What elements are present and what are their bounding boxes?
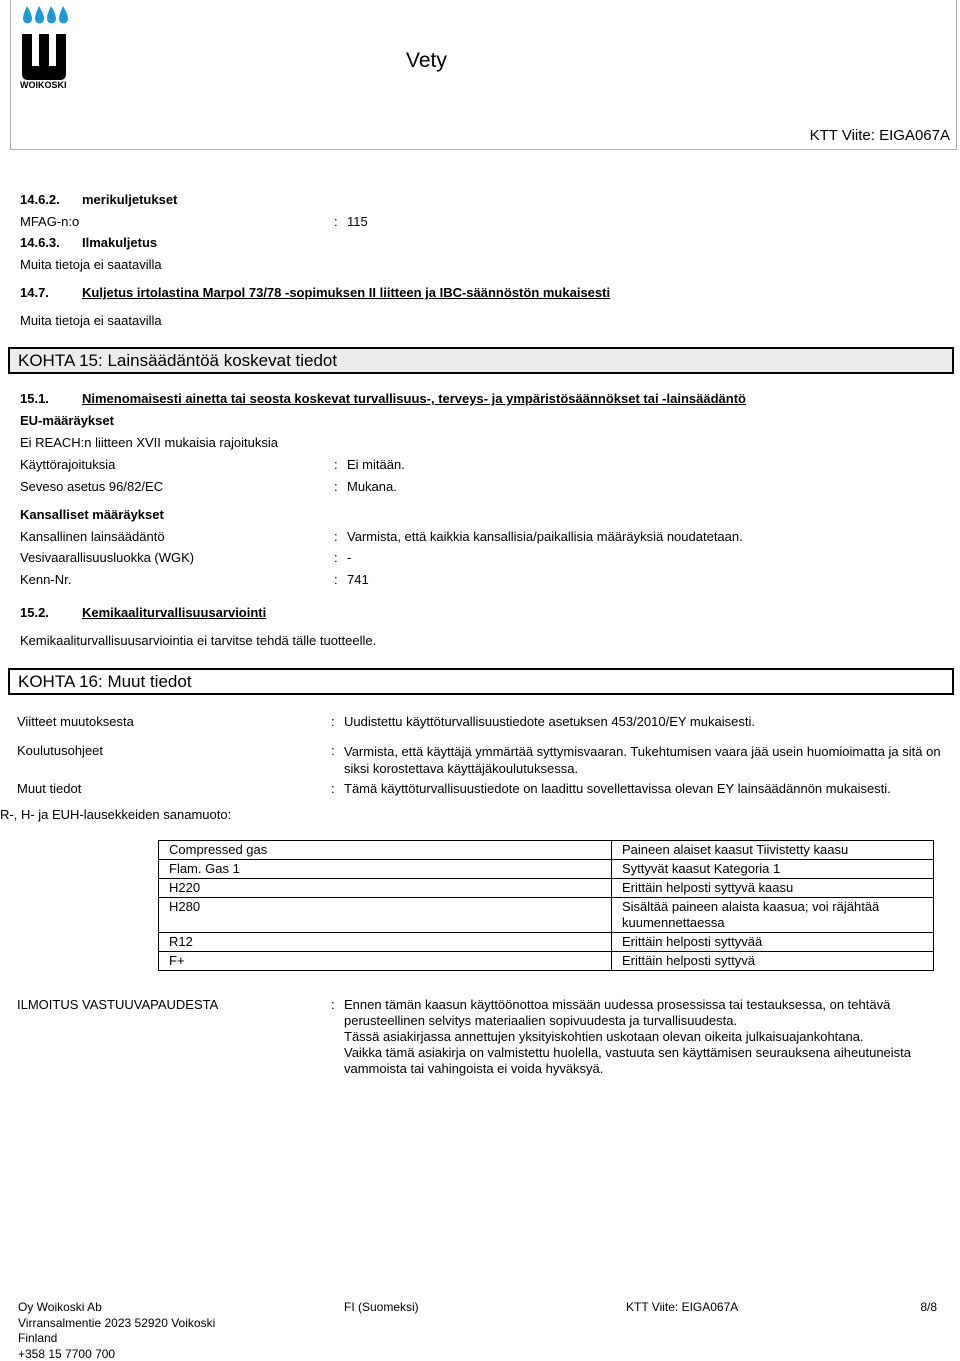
phrase-code: R12 [159,933,612,952]
phrase-code: H220 [159,879,612,898]
logo-text: WOIKOSKI [20,80,67,90]
subsection-title: Ilmakuljetus [82,235,158,250]
section-15-heading: KOHTA 15: Lainsäädäntöä koskevat tiedot [8,347,954,374]
phrase-text: Erittäin helposti syttyvä [612,952,934,971]
field-label: Vesivaarallisuusluokka (WGK) [20,550,195,565]
product-name: Vety [406,49,447,72]
colon: : [334,457,338,472]
eu-heading: EU-määräykset [20,413,114,428]
paragraph: Kemikaaliturvallisuusarviointia ei tarvitse tehdä tälle tuotteelle. [20,633,377,648]
phrase-code: H280 [159,898,612,933]
subsection-title: Kemikaaliturvallisuusarviointi [82,605,267,620]
colon: : [331,997,335,1012]
table-row [159,898,934,933]
phrase-text: Erittäin helposti syttyvää [612,933,934,952]
phrase-code: Flam. Gas 1 [159,860,612,879]
paragraph: Muita tietoja ei saatavilla [20,313,162,328]
footer-language: FI (Suomeksi) [344,1300,419,1314]
footer-address: Virransalmentie 2023 52920 Voikoski [18,1316,216,1330]
header-ref: KTT Viite: EIGA067A [809,127,950,144]
colon: : [334,529,338,544]
colon: : [334,550,338,565]
field-label: Seveso asetus 96/82/EC [20,479,164,494]
field-label: Muut tiedot [17,781,82,796]
field-label: Koulutusohjeet [17,743,104,758]
field-value: Tämä käyttöturvallisuustiedote on laadittu sovellettavissa olevan EY lainsäädännön mukaisesti. [344,781,891,796]
colon: : [334,479,338,494]
colon: : [331,781,335,796]
phrase-text: Paineen alaiset kaasut Tiivistetty kaasu [612,841,934,860]
field-label: Viitteet muutoksesta [17,714,134,729]
table-row [159,933,934,952]
field-value: Varmista, että käyttäjä ymmärtää syttymisvaaran. Tukehtumisen vaara jää usein huomioimatta ja sitä on siksi korostettava käyttäjäkoulutuksessa. [344,744,941,776]
section-16-heading: KOHTA 16: Muut tiedot [8,668,954,695]
phrase-text: Sisältää paineen alaista kaasua; voi räjähtää kuumennettaessa [612,898,934,933]
subsection-number: 15.1. [20,391,49,406]
disclaimer-text: Ennen tämän kaasun käyttöönottoa missään uudessa prosessissa tai testauksessa, on tehtävä perusteellinen selvitys materiaalien sopivuudesta ja turvallisuudesta. Tässä asiakirjassa annettujen yksityiskohtien uskotaan olevan oikeita julkaisuajankohtana. Vaikka tämä asiakirja on valmistettu huolella, vastuuta sen käyttämisen seurauksena aiheutuneista vammoista tai vahingoista ei voida hyväksyä. [344,997,912,1076]
footer-company: Oy Woikoski Ab [18,1300,102,1314]
colon: : [334,572,338,587]
phrase-text: Erittäin helposti syttyvä kaasu [612,879,934,898]
field-label: Kenn-Nr. [20,572,72,587]
disclaimer-label: ILMOITUS VASTUUVAPAUDESTA [17,997,219,1012]
subsection-title: Kuljetus irtolastina Marpol 73/78 -sopimuksen II liitteen ja IBC-säännöstön mukaisesti [82,285,611,300]
paragraph: Muita tietoja ei saatavilla [20,257,162,272]
footer-phone: +358 15 7700 700 [18,1347,116,1361]
field-value: 115 [347,214,368,229]
footer-country: Finland [18,1331,58,1345]
field-label: Käyttörajoituksia [20,457,116,472]
table-row [159,879,934,898]
subsection-number: 15.2. [20,605,49,620]
phrase-code: F+ [159,952,612,971]
phrases-table [158,840,934,971]
phrase-text: Syttyvät kaasut Kategoria 1 [612,860,934,879]
table-row [159,860,934,879]
national-heading: Kansalliset määräykset [20,507,164,522]
subsection-number: 14.6.2. [20,192,60,207]
phrase-code: Compressed gas [159,841,612,860]
field-value: Uudistettu käyttöturvallisuustiedote asetuksen 453/2010/EY mukaisesti. [344,714,755,729]
field-label: MFAG-n:o [20,214,80,229]
field-value: - [347,550,352,565]
field-value: 741 [347,572,369,587]
page-number: 8/8 [920,1300,937,1314]
subsection-title: merikuljetukset [82,192,178,207]
field-value: Varmista, että kaikkia kansallisia/paikallisia määräyksiä noudatetaan. [347,529,743,544]
field-label: Kansallinen lainsäädäntö [20,529,165,544]
table-row [159,952,934,971]
paragraph: Ei REACH:n liitteen XVII mukaisia rajoituksia [20,435,278,450]
field-value: Ei mitään. [347,457,405,472]
table-row [159,841,934,860]
colon: : [331,743,335,758]
colon: : [331,714,335,729]
field-value: Mukana. [347,479,397,494]
footer-ref: KTT Viite: EIGA067A [626,1300,739,1314]
phrases-label: R-, H- ja EUH-lausekkeiden sanamuoto: [0,807,232,822]
colon: : [334,214,338,229]
subsection-title: Nimenomaisesti ainetta tai seosta koskevat turvallisuus-, terveys- ja ympäristösäännökset tai -lainsäädäntö [82,391,746,406]
subsection-number: 14.6.3. [20,235,60,250]
subsection-number: 14.7. [20,285,49,300]
